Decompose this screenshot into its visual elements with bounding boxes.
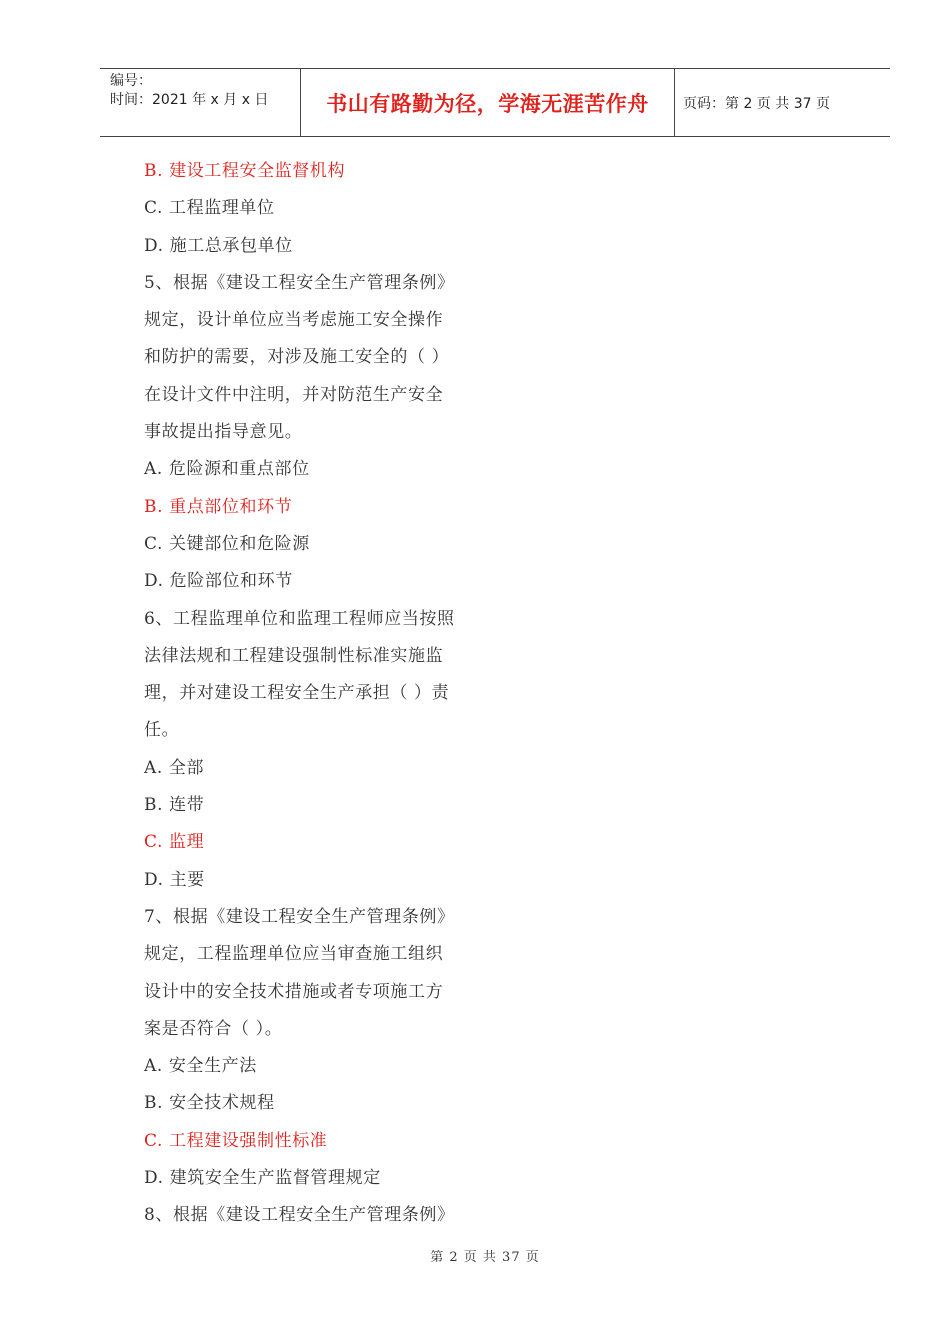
text-line: A. 安全生产法 bbox=[144, 1056, 257, 1077]
page-footer bbox=[0, 1246, 950, 1265]
text-line: 法律法规和工程建设强制性标准实施监 bbox=[144, 645, 444, 666]
text-line: D. 建筑安全生产监督管理规定 bbox=[144, 1168, 381, 1189]
text-line: 设计中的安全技术措施或者专项施工方 bbox=[144, 981, 444, 1002]
text-line: 规定，设计单位应当考虑施工安全操作 bbox=[144, 310, 444, 331]
text-line: 5、根据《建设工程安全生产管理条例》 bbox=[144, 272, 455, 293]
text-line: 任。 bbox=[144, 720, 180, 741]
text-line: D. 施工总承包单位 bbox=[144, 235, 293, 256]
text-line: 规定，工程监理单位应当审查施工组织 bbox=[144, 944, 444, 965]
header-motto-cell bbox=[301, 69, 675, 136]
number-label: 编号： bbox=[110, 73, 152, 89]
text-line: C. 关键部位和危险源 bbox=[144, 533, 310, 554]
text-line: 理，并对建设工程安全生产承担（ ）责 bbox=[144, 683, 450, 704]
header-page-cell bbox=[675, 69, 890, 136]
text-line: A. 危险源和重点部位 bbox=[144, 459, 310, 480]
page-info: 页码：第 2 页 共 37 页 bbox=[683, 95, 830, 112]
text-line: D. 危险部位和环节 bbox=[144, 571, 293, 592]
text-line: 7、根据《建设工程安全生产管理条例》 bbox=[144, 906, 455, 927]
text-line: 8、根据《建设工程安全生产管理条例》 bbox=[144, 1205, 455, 1226]
text-line: B. 安全技术规程 bbox=[144, 1093, 275, 1114]
answer-line: B. 建设工程安全监督机构 bbox=[144, 161, 346, 181]
text-line: 在设计文件中注明，并对防范生产安全 bbox=[144, 384, 444, 405]
answer-line: C. 工程建设强制性标准 bbox=[144, 1130, 328, 1151]
text-line: D. 主要 bbox=[144, 869, 205, 890]
answer-line: C. 监理 bbox=[144, 832, 205, 853]
text-line: 6、工程监理单位和监理工程师应当按照 bbox=[144, 608, 455, 629]
text-line: 事故提出指导意见。 bbox=[144, 422, 303, 443]
text-line: C. 工程监理单位 bbox=[144, 198, 275, 219]
header-meta-cell bbox=[100, 69, 301, 136]
footer-page-number: 第 2 页 共 37 页 bbox=[430, 1250, 540, 1265]
text-line: 和防护的需要，对涉及施工安全的（ ） bbox=[144, 347, 450, 368]
text-line: B. 连带 bbox=[144, 795, 205, 816]
document-body bbox=[144, 153, 504, 1235]
text-line: 案是否符合（ ）。 bbox=[144, 1018, 283, 1039]
time-label: 时间：2021 年 x 月 x 日 bbox=[110, 92, 269, 108]
page-header bbox=[100, 68, 890, 137]
answer-line: B. 重点部位和环节 bbox=[144, 496, 293, 517]
motto-text: 书山有路勤为径，学海无涯苦作舟 bbox=[326, 91, 649, 116]
text-line: A. 全部 bbox=[144, 757, 205, 778]
